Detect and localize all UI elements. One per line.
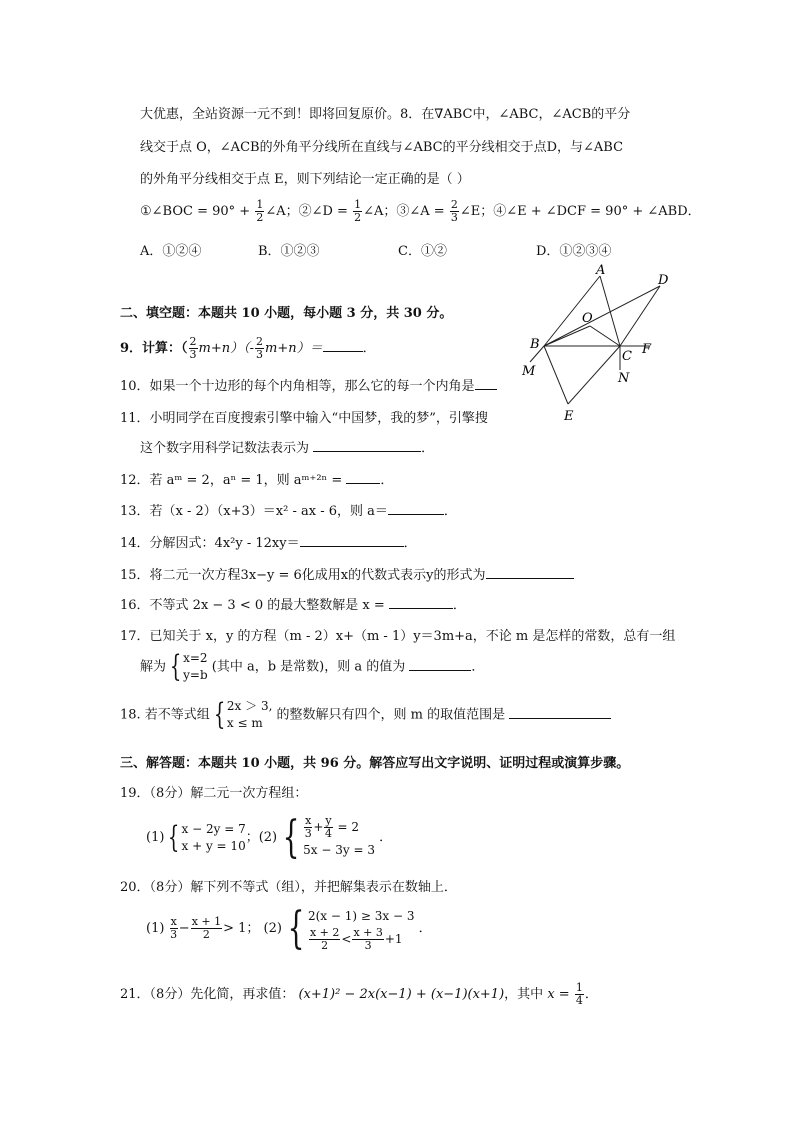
segment-bo	[544, 326, 590, 346]
fraction: $\frac{1}{2}$	[354, 198, 362, 224]
segment-ce	[568, 346, 620, 404]
q20-problems: (1) $\frac{x}{3}$ − $\frac{x + 1}{2}$ > 1； (2) { 2(x − 1) ≥ 3x − 3 $\frac{x + 2}{2}$ < $\frac{x + 3}{3}$ +1 ．	[146, 902, 432, 954]
q9: 9．计算：（ $\frac{2}{3}$ m+n）（- $\frac{2}{3}$ m+n）＝ ．	[120, 335, 376, 361]
fraction: $\frac{2}{3}$	[189, 335, 197, 361]
geometry-figure	[510, 262, 685, 424]
answer-blank	[388, 501, 444, 515]
q8-statements: ①∠BOC = 90° + $\frac{1}{2}$ ∠A；②∠D = $\frac{1}{2}$ ∠A；③∠A = $\frac{2}{3}$ ∠E；④∠E + ∠DCF = 90° + ∠ABD．	[140, 198, 701, 224]
fraction: $\frac{2}{3}$	[256, 335, 264, 361]
q10: 10．如果一个十边形的每个内角相等，那么它的每一个内角是	[120, 375, 497, 394]
segment-dc	[620, 286, 660, 346]
label-o: O	[582, 311, 593, 326]
q8-line1: 大优惠，全站资源一元不到！即将回复原价。8．在∇ABC中，∠ABC，∠ACB的平分	[140, 107, 631, 122]
answer-blank	[313, 438, 421, 452]
q20-heading: 20．（8分）解下列不等式（组），并把解集表示在数轴上．	[120, 880, 457, 895]
answer-blank	[300, 533, 404, 547]
q17-line2: 解为 { x=2 y=b (其中 a，b 是常数)，则 a 的值为 ．	[140, 649, 485, 684]
q8-line2: 线交于点 O，∠ACB的外角平分线所在直线与∠ABC的平分线相交于点D，与∠ABC	[140, 140, 624, 155]
label-m: M	[522, 364, 536, 379]
q8-option-d: D．①②③④	[536, 244, 612, 259]
answer-blank	[509, 705, 611, 719]
q8-option-a: A．①②④	[140, 244, 202, 259]
q11-line1: 11．小明同学在百度搜索引擎中输入“中国梦，我的梦”，引擎搜	[120, 411, 488, 426]
q8-stmt1: ①∠BOC = 90° +	[140, 204, 255, 219]
q19-heading: 19．（8分）解二元一次方程组：	[120, 786, 308, 801]
q19-systems: (1) { x − 2y = 7 x + y = 10 ；(2) { $\frac{x}{3}$ + $\frac{y}{4}$ = 2 5x − 3y = 3 ．	[146, 811, 393, 863]
answer-blank	[486, 565, 574, 579]
q21: 21．（8分）先化简，再求值： (x+1)² − 2x(x−1) + (x−1)(x+1)，其中 x = $\frac{1}{4}$ ．	[120, 981, 598, 1007]
segment-bd	[544, 286, 660, 346]
q13: 13．若（x - 2）（x+3）＝x² - ax - 6，则 a＝ ．	[120, 500, 457, 519]
segment-ac	[600, 276, 620, 346]
q18: 18. 若不等式组 { 2x ＞ 3, x ≤ m 的整数解只有四个，则 m 的取值范围是	[120, 698, 611, 732]
answer-blank	[475, 376, 497, 390]
label-e: E	[564, 409, 574, 424]
answer-blank	[323, 338, 363, 352]
q14: 14．分解因式：4x²y - 12xy＝ ．	[120, 532, 417, 551]
section3-heading: 三、解答题：本题共 10 小题，共 96 分。解答应写出文字说明、证明过程或演算步骤。	[120, 756, 630, 771]
fraction: $\frac{1}{2}$	[256, 198, 264, 224]
answer-blank	[389, 595, 453, 609]
q11-line2: 这个数字用科学记数法表示为 ．	[140, 437, 434, 456]
label-d: D	[658, 273, 669, 288]
q16: 16．不等式 2x − 3 < 0 的最大整数解是 x = ．	[120, 594, 466, 613]
q8-option-c: C．①②	[398, 244, 447, 259]
answer-blank	[346, 470, 380, 484]
q8-line3: 的外角平分线相交于点 E，则下列结论一定正确的是（ ）	[140, 172, 470, 187]
segment-be	[544, 346, 568, 404]
q8-option-b: B．①②③	[258, 244, 320, 259]
label-b: B	[530, 337, 540, 352]
label-a: A	[596, 263, 606, 278]
label-c: C	[622, 349, 632, 364]
fraction: $\frac{2}{3}$	[450, 198, 458, 224]
section2-heading: 二、填空题：本题共 10 小题，每小题 3 分，共 30 分。	[120, 306, 453, 321]
answer-blank	[409, 657, 471, 671]
q12: 12．若 aᵐ = 2，aⁿ = 1，则 aᵐ⁺²ⁿ = ．	[120, 469, 393, 488]
q15: 15．将二元一次方程3x−y = 6化成用x的代数式表示y的形式为	[120, 564, 574, 583]
label-n: N	[618, 371, 630, 386]
label-f: F	[642, 342, 652, 357]
q17-line1: 17．已知关于 x，y 的方程（m - 2）x+（m - 1）y＝3m+a，不论 m 是怎样的常数，总有一组	[120, 629, 676, 644]
